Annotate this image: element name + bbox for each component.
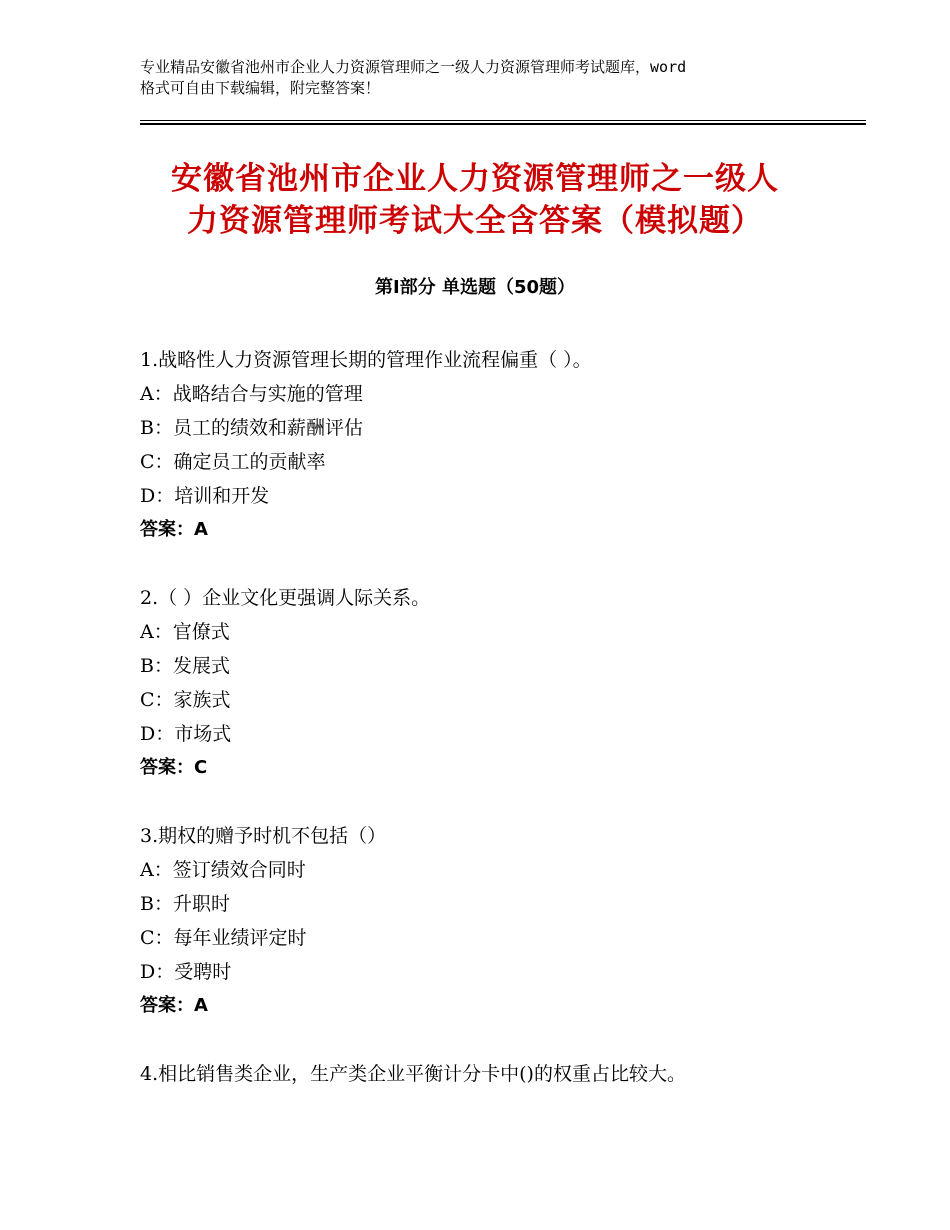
header-note — [140, 57, 840, 99]
question-stem: 3.期权的赠予时机不包括（） — [140, 825, 387, 847]
question-list — [140, 343, 840, 1125]
option-c: C：每年业绩评定时 — [140, 927, 307, 949]
answer-label: 答案：C — [140, 757, 208, 778]
option-d: D：市场式 — [140, 723, 232, 745]
answer-label: 答案：A — [140, 995, 208, 1016]
question-2 — [140, 581, 840, 785]
section-heading: 第Ⅰ部分 单选题（50题） — [374, 277, 575, 298]
option-b: B：发展式 — [140, 655, 230, 677]
option-d: D：培训和开发 — [140, 485, 270, 507]
document-title-line-2: 力资源管理师考试大全含答案（模拟题） — [187, 203, 763, 239]
option-b: B：升职时 — [140, 893, 230, 915]
option-d: D：受聘时 — [140, 961, 232, 983]
option-b: B：员工的绩效和薪酬评估 — [140, 417, 363, 439]
option-a: A：签订绩效合同时 — [140, 859, 306, 881]
question-3 — [140, 819, 840, 1023]
document-title — [110, 158, 840, 242]
header-note-line-1: 专业精品安徽省池州市企业人力资源管理师之一级人力资源管理师考试题库，word — [140, 58, 687, 76]
answer-label: 答案：A — [140, 519, 208, 540]
question-stem: 2.（ ）企业文化更强调人际关系。 — [140, 587, 431, 609]
header-note-line-2: 格式可自由下载编辑，附完整答案！ — [140, 79, 381, 97]
option-c: C：家族式 — [140, 689, 231, 711]
document-title-line-1: 安徽省池州市企业人力资源管理师之一级人 — [171, 161, 779, 197]
option-a: A：战略结合与实施的管理 — [140, 383, 363, 405]
question-stem: 1.战略性人力资源管理长期的管理作业流程偏重（ ）。 — [140, 349, 592, 371]
question-4 — [140, 1057, 840, 1091]
header-divider-thick — [140, 123, 866, 125]
question-1 — [140, 343, 840, 547]
question-stem: 4.相比销售类企业，生产类企业平衡计分卡中()的权重占比较大。 — [140, 1063, 686, 1085]
option-a: A：官僚式 — [140, 621, 230, 643]
option-c: C：确定员工的贡献率 — [140, 451, 326, 473]
header-divider-thin — [140, 120, 866, 121]
